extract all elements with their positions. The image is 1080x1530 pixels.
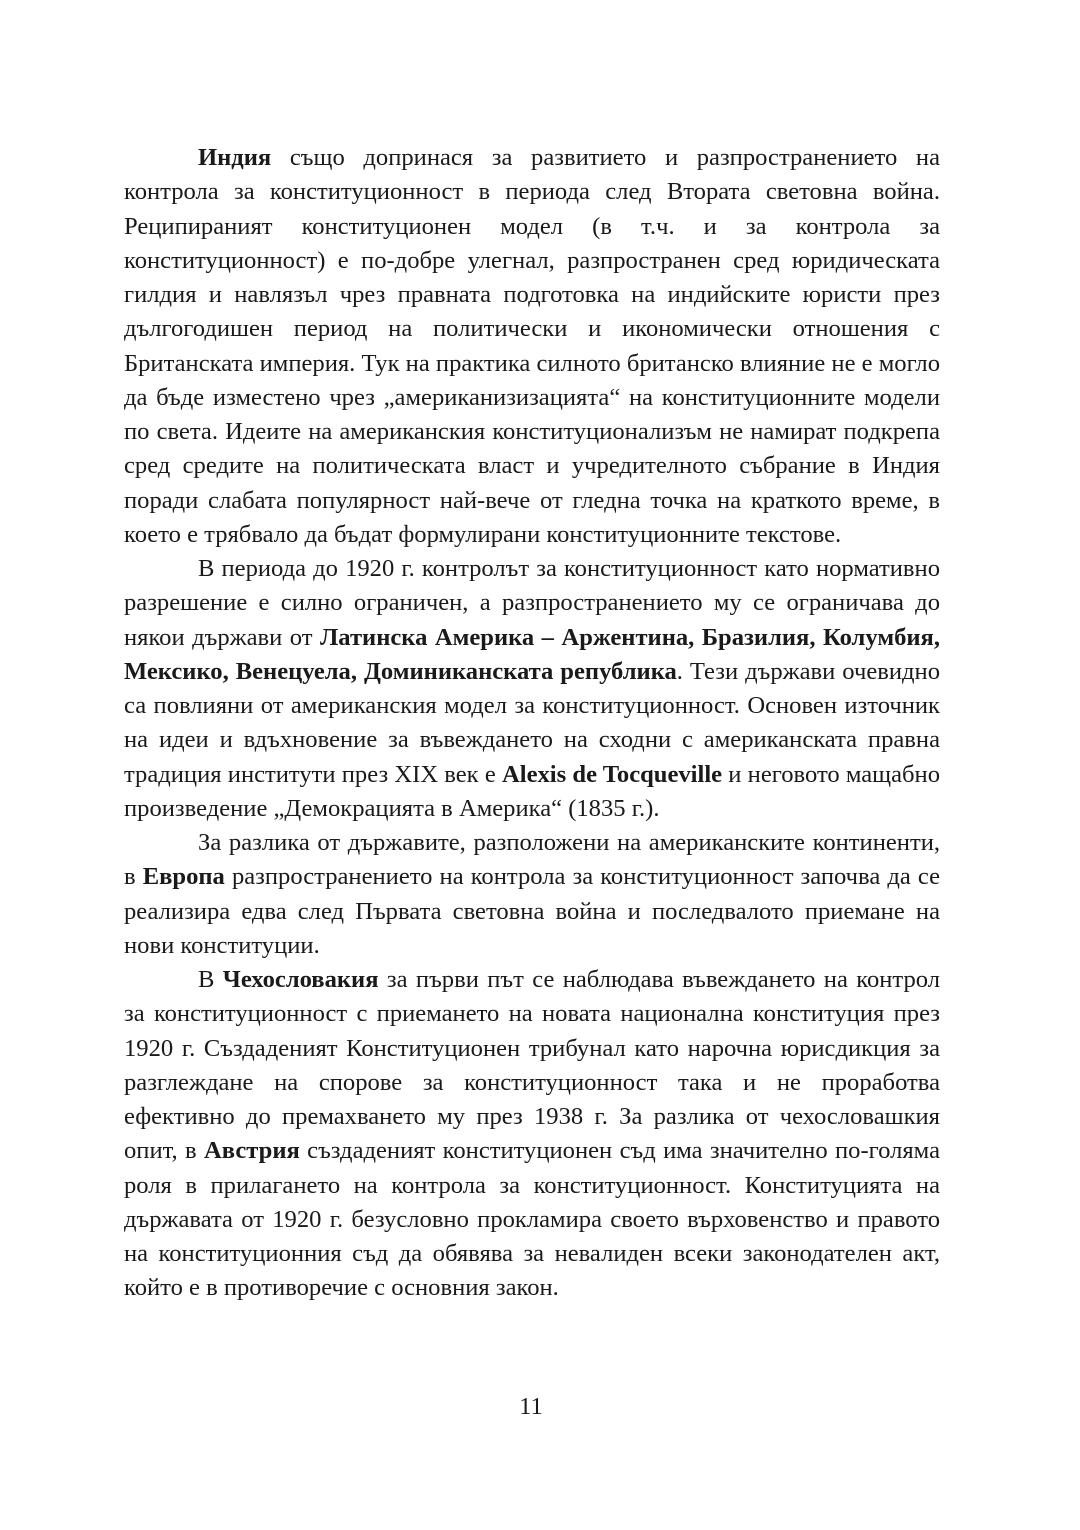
paragraph-czechoslovakia xyxy=(124,963,940,1306)
paragraph-india xyxy=(124,141,940,552)
paragraph-text: и неговото мащабно произведение „Демокрацията в Америка“ (1835 г.). xyxy=(124,760,941,822)
paragraph-latin-america xyxy=(124,552,940,826)
paragraph-text: разпространението на контрола за конституционност започва да се реализира едва след Първата световна война и последвалото приемане на нови конституции. xyxy=(124,863,940,959)
body-text xyxy=(124,141,940,1306)
term-india: Индия xyxy=(198,144,272,171)
paragraph-europe xyxy=(124,826,940,963)
page-number: 11 xyxy=(519,1393,543,1420)
paragraph-text: В периода до 1920 г. контролът за конституционност като нормативно разрешение е силно ограничен, а разпространението му се ограничава до някои държави от xyxy=(124,555,940,651)
paragraph-text: също допринася за развитието и разпространението на контрола за конституционност в периода след Втората световна война. Реципираният конституционен модел (в т.ч. и за контрола за конституционност) е по-добре улегнал, разпространен сред юридическата гилдия и навлязъл чрез правната подготовка на индийските юристи през дългогодишен период на политически и икономически отношения с Британската империя. Тук на практика силното британско влияние не е могло да бъде изместено чрез „американизизацията“ на конституционните модели по света. Идеите на американския конституционализъм не намират подкрепа сред средите на политическата власт и учредителното събрание в Индия поради слабата популярност най-вече от гледна точка на краткото време, в което е трябвало да бъдат формулирани конституционните текстове. xyxy=(124,144,940,548)
paragraph-text: за първи път се наблюдава въвеждането на контрол за конституционност с приемането на новата национална конституция през 1920 г. Създаденият Конституционен трибунал като нарочна юрисдикция за разглеждане на спорове за конституционност така и не проработва ефективно до премахването му през 1938 г. За разлика от чехословашкия опит, в xyxy=(124,966,940,1165)
paragraph-text: В xyxy=(198,966,223,993)
term-tocqueville: Alexis de Tocqueville xyxy=(501,760,723,788)
paragraph-text: За разлика от държавите, разположени на американските континенти, в xyxy=(124,829,940,891)
term-czechoslovakia: Чехословакия xyxy=(222,966,379,993)
paragraph-text: създаденият конституционен съд има значително по-голяма роля в прилагането на контрола за конституционност. Конституцията на държавата от 1920 г. безусловно прокламира своето върховенство и правото на конституционния съд да обявява за невалиден всеки законодателен акт, който е в противоречие с основния закон. xyxy=(124,1137,940,1302)
term-latin-america: Латинска Америка – Аржентина, Бразилия, Колумбия, Мексико, Венецуела, Доминиканската република xyxy=(124,623,940,685)
term-europe: Европа xyxy=(142,863,225,891)
term-austria: Австрия xyxy=(204,1137,300,1165)
paragraph-text: . Тези държави очевидно са повлияни от американския модел за конституционност. Основен източник на идеи и вдъхновение за въвеждането на сходни с американската правна традиция институти през XIX век е xyxy=(124,657,940,788)
